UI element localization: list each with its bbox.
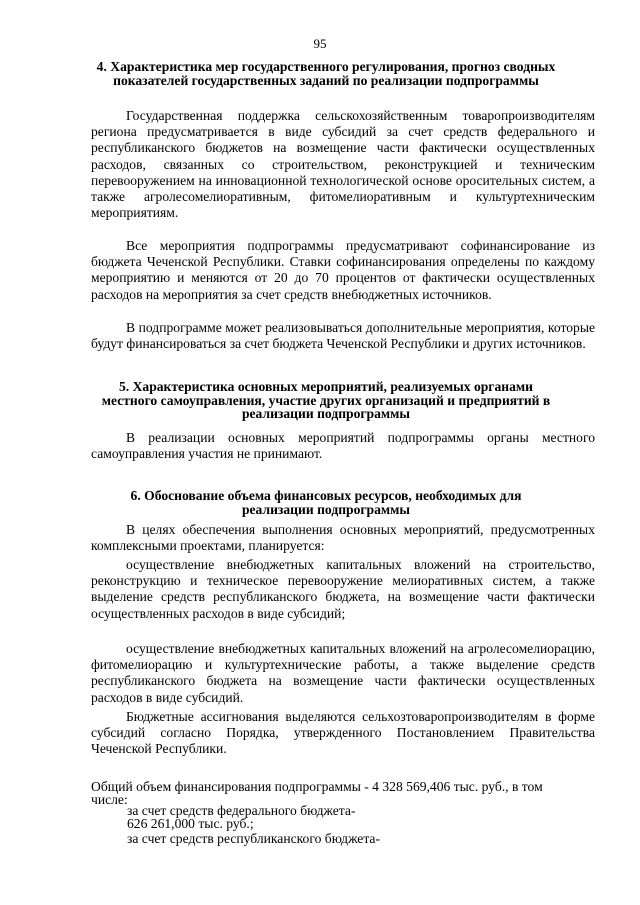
total-funding-line: Общий объем финансирования подпрограммы - 4 328 569,406 тыс. руб., в том — [91, 779, 543, 794]
total-funding-line-2: числе: — [91, 792, 128, 807]
section-4-paragraph-3: В подпрограмме может реализовываться дополнительные мероприятия, которые будут финансироваться за счет бюджета Чеченской Республики и других источников. — [91, 320, 595, 352]
section-6-paragraph-4: Бюджетные ассигнования выделяются сельхозтоваропроизводителям в форме субсидий согласно Порядка, утвержденного Постановлением Правительства Чеченской Республики. — [91, 709, 595, 757]
section-6-paragraph-2: осуществление внебюджетных капитальных вложений на строительство, реконструкцию и техническое перевооружение мелиоративных систем, а также выделение средств республиканского бюджета, на возмещение части фактически осуществленных расходов в виде субсидий; — [91, 557, 595, 621]
section-4-paragraph-1: Государственная поддержка сельскохозяйственным товаропроизводителям региона предусматривается в виде субсидий за счет средств федерального и республиканского бюджетов на возмещение части фактически осуществленных расходов, связанных со строительством, реконструкцией и техническим перевооружением на инновационной технологической основе оросительных систем, а также агролесомелиоративным, фитомелиоративным и культуртехническим мероприятиям. — [91, 108, 595, 221]
federal-budget-amount: 626 261,000 тыс. руб.; — [127, 816, 254, 831]
republic-budget-label: за счет средств республиканского бюджета- — [127, 831, 380, 846]
section-5-paragraph-1: В реализации основных мероприятий подпрограммы органы местного самоуправления участия не принимают. — [91, 430, 595, 462]
section-5-heading: 5. Характеристика основных мероприятий, реализуемых органами местного самоуправления, участие других организаций и предприятий в реализации подпрограммы — [101, 379, 551, 421]
federal-budget-label: за счет средств федерального бюджета- — [127, 803, 356, 818]
section-6-paragraph-3: осуществление внебюджетных капитальных вложений на агролесомелиорацию, фитомелиорацию и культуртехнические работы, а также выделение средств республиканского бюджета на возмещение части фактически осуществленных расходов в виде субсидий. — [91, 641, 595, 705]
section-4-paragraph-2: Все мероприятия подпрограммы предусматривают софинансирование из бюджета Чеченской Республики. Ставки софинансирования определены по каждому мероприятию и меняются от 20 до 70 процентов от фактически осуществленных расходов на мероприятия за счет средств внебюджетных источников. — [91, 238, 595, 302]
section-6-heading: 6. Обоснование объема финансовых ресурсов, необходимых для реализации подпрограммы — [130, 488, 522, 517]
page-number: 95 — [313, 36, 327, 51]
section-6-paragraph-1: В целях обеспечения выполнения основных мероприятий, предусмотренных комплексными проектами, планируется: — [91, 522, 595, 554]
section-4-heading: 4. Характеристика мер государственного регулирования, прогноз сводных показателей государственных заданий по реализации подпрограммы — [96, 59, 556, 88]
